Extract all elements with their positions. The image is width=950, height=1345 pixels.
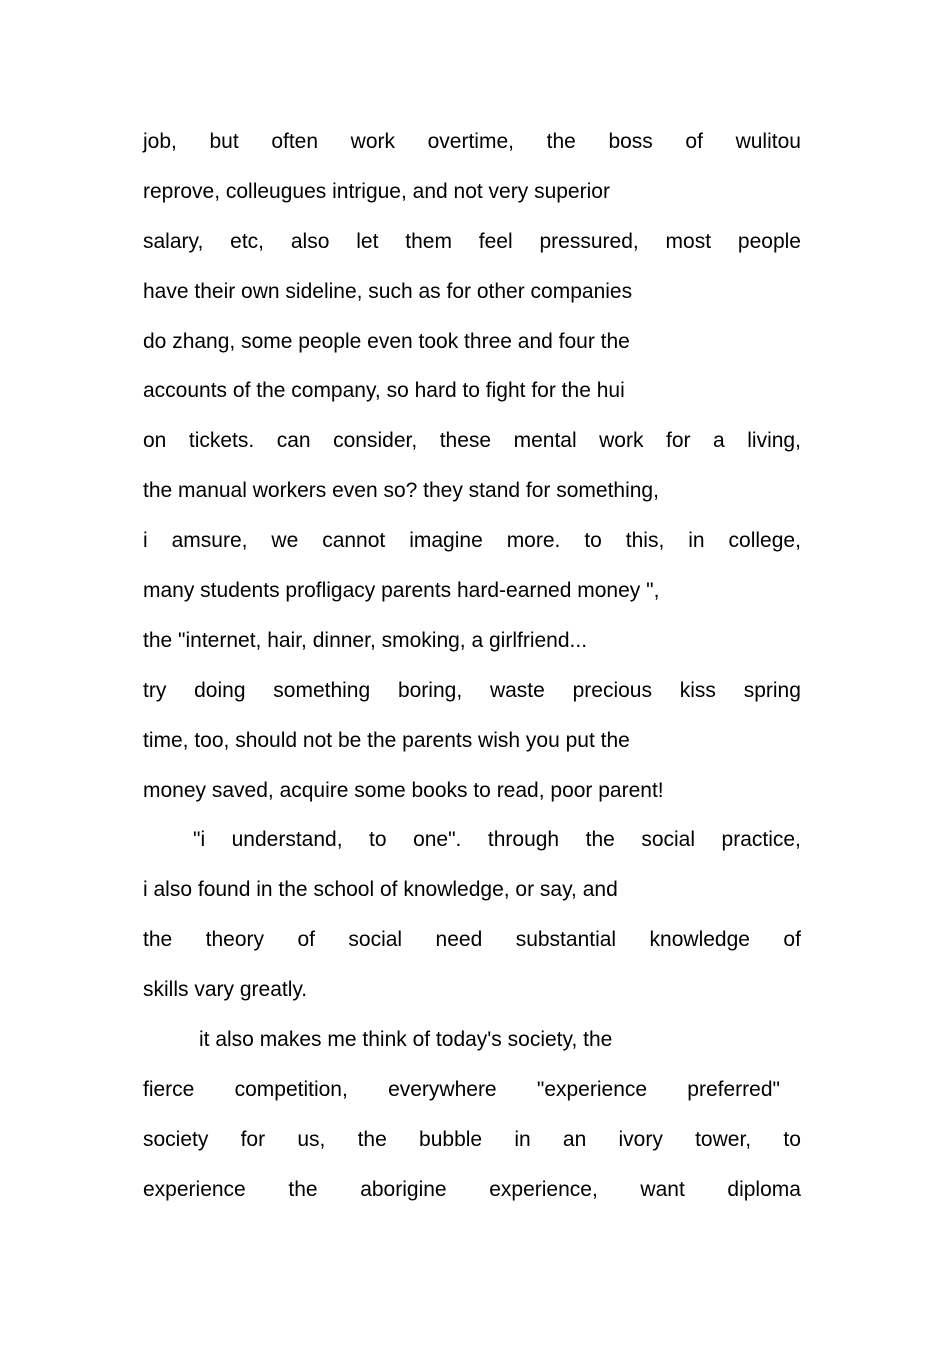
word: doing — [194, 678, 246, 702]
word: overtime, — [427, 130, 514, 153]
word: the — [585, 828, 615, 852]
word: these — [439, 429, 492, 453]
word: in — [514, 1127, 531, 1151]
word: people — [737, 229, 801, 253]
text-line: accounts of the company, so hard to fight for the hui — [143, 379, 625, 403]
word: this, — [625, 529, 665, 553]
word: experience — [143, 1177, 246, 1201]
word: etc, — [230, 229, 264, 253]
text-line — [143, 922, 801, 972]
text-line: the manual workers even so? they stand for something, — [143, 479, 659, 503]
word: boring, — [397, 678, 463, 702]
text-line: do zhang, some people even took three and four the — [143, 329, 630, 353]
word: knowledge — [649, 928, 750, 952]
text-line — [143, 1172, 801, 1222]
word: an — [562, 1127, 587, 1151]
word: job, — [143, 130, 177, 153]
text-line — [143, 1122, 801, 1172]
word: spring — [743, 678, 801, 702]
word: on — [143, 429, 167, 453]
word: mental — [513, 429, 577, 453]
word: substantial — [515, 928, 617, 952]
word: ivory — [618, 1127, 663, 1151]
word: something — [273, 678, 371, 702]
text-line: have their own sideline, such as for other companies — [143, 279, 633, 303]
body-text — [143, 124, 801, 1222]
word: in — [688, 529, 705, 553]
word: for — [666, 429, 691, 453]
word: but — [209, 130, 239, 153]
word: fierce — [143, 1077, 195, 1101]
word: let — [356, 229, 379, 253]
word: want — [640, 1177, 685, 1201]
word: "i — [193, 828, 206, 852]
word: also — [290, 229, 330, 253]
word: i — [143, 529, 148, 553]
word: of — [297, 928, 315, 952]
word: social — [641, 828, 696, 852]
word: consider, — [333, 429, 418, 453]
word: society — [143, 1127, 209, 1151]
word: them — [405, 229, 452, 253]
word: to — [783, 1127, 801, 1151]
word: cannot — [322, 529, 386, 553]
word: work — [599, 429, 644, 453]
word: "experience — [536, 1077, 648, 1101]
word: the — [288, 1177, 318, 1201]
word: diploma — [727, 1177, 801, 1201]
word: kiss — [679, 678, 716, 702]
word: try — [143, 678, 167, 702]
word: for — [240, 1127, 266, 1151]
text-line — [143, 124, 801, 174]
word: social — [348, 928, 403, 952]
word: work — [350, 130, 395, 153]
word: the — [546, 130, 576, 153]
text-line: skills vary greatly. — [143, 978, 308, 1002]
text-line: i also found in the school of knowledge, or say, and — [143, 878, 618, 902]
word: understand, — [231, 828, 343, 852]
word: competition, — [234, 1077, 348, 1101]
text-line: the "internet, hair, dinner, smoking, a girlfriend... — [143, 628, 588, 652]
text-line: reprove, colleugues intrigue, and not very superior — [143, 179, 610, 203]
word: through — [487, 828, 560, 852]
text-line: time, too, should not be the parents wish you put the — [143, 728, 630, 752]
word: everywhere — [388, 1077, 497, 1101]
word: preferred" — [687, 1077, 780, 1101]
word: theory — [205, 928, 265, 952]
word: one". — [413, 828, 462, 852]
word: wulitou — [735, 130, 801, 153]
text-line: it also makes me think of today's society, the — [199, 1028, 613, 1052]
word: can — [276, 429, 311, 453]
word: waste — [489, 678, 545, 702]
word: college, — [728, 529, 801, 553]
word: a — [713, 429, 725, 453]
text-line: money saved, acquire some books to read, poor parent! — [143, 778, 664, 802]
word: to — [369, 828, 387, 852]
word: to — [584, 529, 602, 553]
word: us, — [297, 1127, 326, 1151]
word: living, — [747, 429, 801, 453]
word: salary, — [143, 229, 204, 253]
word: aborigine — [360, 1177, 447, 1201]
text-line: many students profligacy parents hard-earned money ", — [143, 579, 660, 603]
word: bubble — [419, 1127, 483, 1151]
word: of — [685, 130, 703, 153]
text-line — [143, 1072, 801, 1122]
text-line — [143, 523, 801, 573]
word: tickets. — [188, 429, 255, 453]
word: the — [143, 928, 173, 952]
word: feel — [478, 229, 513, 253]
word: pressured, — [539, 229, 639, 253]
word: experience, — [489, 1177, 598, 1201]
word: boss — [608, 130, 653, 153]
word: often — [271, 130, 319, 153]
word: precious — [572, 678, 652, 702]
word: the — [357, 1127, 387, 1151]
word: most — [665, 229, 712, 253]
word: of — [783, 928, 801, 952]
word: need — [435, 928, 483, 952]
word: imagine — [409, 529, 483, 553]
word: practice, — [721, 828, 801, 852]
word: more. — [506, 529, 561, 553]
word: tower, — [695, 1127, 752, 1151]
text-line — [143, 224, 801, 274]
text-line — [143, 822, 801, 872]
text-line — [143, 423, 801, 473]
text-line — [143, 673, 801, 723]
word: we — [271, 529, 299, 553]
word: amsure, — [171, 529, 248, 553]
